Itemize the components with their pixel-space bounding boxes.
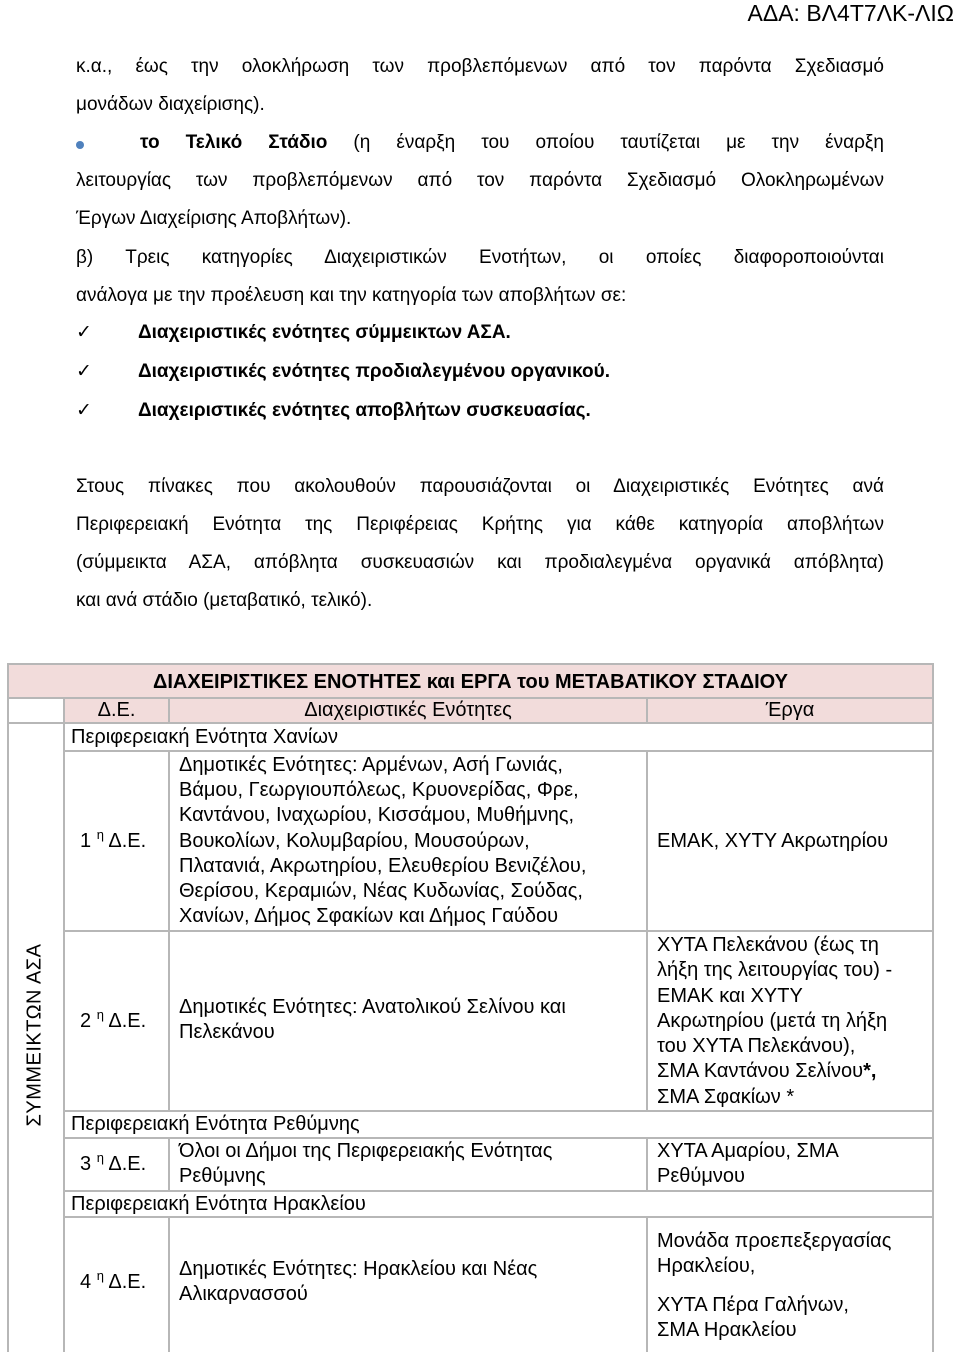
check-icon: ✓	[76, 361, 92, 382]
row2-de: 2 $^\eta$ Δ.Ε.	[80, 1007, 147, 1032]
row1-works: ΕΜΑΚ, ΧΥΤΥ Ακρωτηρίου	[657, 830, 889, 852]
col-header-de: Δ.Ε.	[97, 699, 136, 721]
col-header-works: Έργα	[765, 699, 815, 721]
pe-rethymno-heading: Περιφερειακή Ενότητα Ρεθύμνης	[71, 1113, 360, 1135]
intro-paragraph	[76, 48, 884, 124]
row3-units: Όλοι οι Δήμοι της Περιφερειακής Ενότητας Ρεθύμνης	[179, 1140, 553, 1187]
check-icon: ✓	[76, 322, 92, 343]
text-line: Στους πίνακες που ακολουθούν παρουσιάζονται οι Διαχειριστικές Ενότητες ανά	[76, 476, 884, 497]
vertical-category-label	[5, 720, 65, 1350]
body-paragraph	[76, 468, 884, 620]
check-item-text: Διαχειριστικές ενότητες αποβλήτων συσκευασίας.	[138, 400, 591, 421]
check-item-text: Διαχειριστικές ενότητες προδιαλεγμένου οργανικού.	[138, 361, 610, 382]
text-line: ανάλογα με την προέλευση και την κατηγορία των αποβλήτων σε:	[76, 285, 627, 306]
table-title: ΔΙΑΧΕΙΡΙΣΤΙΚΕΣ ΕΝΟΤΗΤΕΣ και ΕΡΓΑ του ΜΕΤΑΒΑΤΙΚΟΥ ΣΤΑΔΙΟΥ	[153, 671, 788, 693]
text-line: λειτουργίας των προβλεπόμενων από τον παρόντα Σχεδιασμό Ολοκληρωμένων	[76, 170, 884, 191]
row2-units: Δημοτικές Ενότητες: Ανατολικού Σελίνου και Πελεκάνου	[179, 996, 566, 1043]
pe-heraklion-heading: Περιφερειακή Ενότητα Ηρακλείου	[71, 1193, 366, 1215]
col-header-units: Διαχειριστικές Ενότητες	[304, 699, 512, 721]
text-line	[76, 124, 884, 162]
row2-works: ΧΥΤΑ Πελεκάνου (έως τη λήξη της λειτουργίας του) - ΕΜΑΚ και ΧΥΤΥ Ακρωτηρίου (μετά τη λήξη του ΧΥΤΑ Πελεκάνου), ΣΜΑ Καντάνου Σελίνου*, ΣΜΑ Σφακίων *	[657, 934, 893, 1108]
row1-units: Δημοτικές Ενότητες: Αρμένων, Ασή Γωνιάς, Βάμου, Γεωργιουπόλεως, Κρυονερίδας, Φρε, Καντάνου, Ιναχωρίου, Κισσάμου, Μυθήμνης, Βουκολίων, Κολυμβαρίου, Μουσούρων, Πλατανιά, Ακρωτηρίου, Ελευθερίου Βενιζέλου, Θερίσου, Κεραμιών, Νέας Κυδωνίας, Σούδας, Χανίων, Δήμος Σφακίων και Δήμος Γαύδου	[179, 754, 587, 928]
text-line: Περιφερειακή Ενότητα της Περιφέρειας Κρήτης για κάθε κατηγορία αποβλήτων	[76, 514, 884, 535]
row1-de: 1 $^\eta$ Δ.Ε.	[80, 827, 147, 852]
check-icon: ✓	[76, 400, 92, 421]
final-stage-label: το Τελικό Στάδιο	[140, 132, 328, 153]
pe-chania-heading: Περιφερειακή Ενότητα Χανίων	[71, 726, 338, 748]
check-list-item	[76, 355, 610, 389]
vertical-label-text: ΣΥΜΜΕΙΚΤΩΝ ΑΣΑ	[23, 943, 46, 1127]
text-line: κ.α., έως την ολοκλήρωση των προβλεπόμενων από τον παρόντα Σχεδιασμό	[76, 56, 884, 77]
check-list-item	[76, 316, 511, 350]
check-list-item	[76, 394, 591, 428]
row4-works-1: Μονάδα προεπεξεργασίας Ηρακλείου,	[657, 1230, 892, 1277]
row4-units: Δημοτικές Ενότητες: Ηρακλείου και Νέας Αλικαρνασσού	[179, 1258, 538, 1305]
ada-identifier: ΑΔΑ: ΒΛ4Τ7ΛΚ-ΛΙΩ	[747, 0, 954, 26]
final-stage-text: (η έναρξη του οποίου ταυτίζεται με την έναρξη	[327, 132, 884, 153]
text-line: (σύμμεικτα ΑΣΑ, απόβλητα συσκευασιών και προδιαλεγμένα οργανικά απόβλητα)	[76, 552, 884, 573]
row4-de: 4 $^\eta$ Δ.Ε.	[80, 1268, 147, 1293]
text-line: β) Τρεις κατηγορίες Διαχειριστικών Ενοτήτων, οι οποίες διαφοροποιούνται	[76, 247, 884, 268]
beta-paragraph	[76, 239, 884, 315]
text-line: και ανά στάδιο (μεταβατικό, τελικό).	[76, 590, 373, 611]
text-line: μονάδων διαχείρισης).	[76, 94, 265, 115]
final-stage-paragraph	[76, 124, 884, 238]
text-line: Έργων Διαχείρισης Αποβλήτων).	[76, 208, 352, 229]
row3-de: 3 $^\eta$ Δ.Ε.	[80, 1150, 147, 1175]
row4-works-2: ΧΥΤΑ Πέρα Γαλήνων, ΣΜΑ Ηρακλείου	[657, 1294, 849, 1341]
check-item-text: Διαχειριστικές ενότητες σύμμεικτων ΑΣΑ.	[138, 322, 511, 343]
row3-works: ΧΥΤΑ Αμαρίου, ΣΜΑ Ρεθύμνου	[657, 1140, 839, 1187]
